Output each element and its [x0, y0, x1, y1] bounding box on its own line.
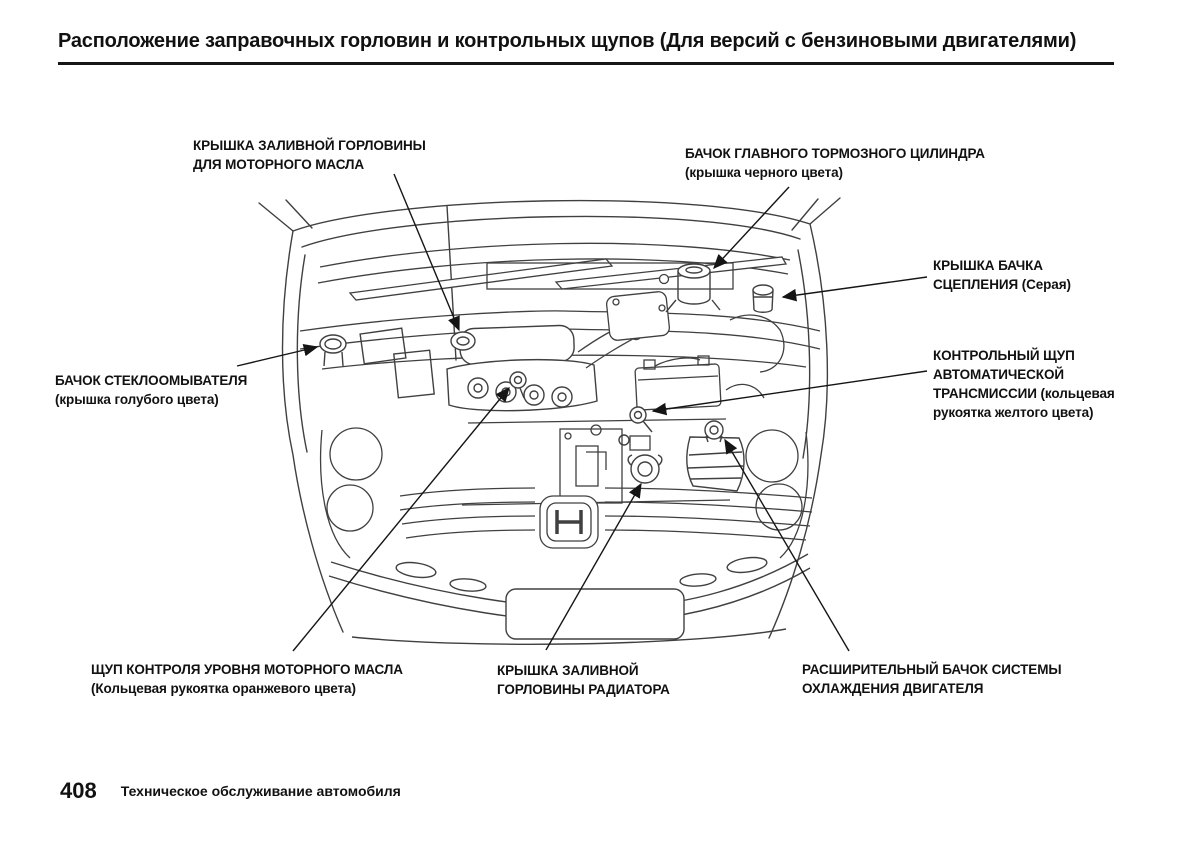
expansion-tank-part — [687, 421, 744, 491]
callout-line: (Кольцевая рукоятка оранжевого цвета) — [91, 681, 356, 696]
callout-line: КОНТРОЛЬНЫЙ ЩУП — [933, 348, 1075, 363]
callout-line: (крышка черного цвета) — [685, 165, 843, 180]
callout-line: БАЧОК ГЛАВНОГО ТОРМОЗНОГО ЦИЛИНДРА — [685, 146, 985, 161]
callout-line: СЦЕПЛЕНИЯ (Серая) — [933, 277, 1071, 292]
callout-clutch-cap — [933, 256, 1071, 294]
atf-dipstick-part — [619, 407, 652, 445]
washer-cap-part — [320, 335, 346, 366]
left-bracket — [360, 328, 434, 398]
leader-washer-reservoir — [237, 347, 317, 366]
callout-line: ТРАНСМИССИИ (кольцевая — [933, 386, 1115, 401]
callout-radiator-cap — [497, 661, 670, 699]
front-bumper — [329, 554, 810, 644]
page-number: 408 — [60, 778, 97, 803]
callout-line: ГОРЛОВИНЫ РАДИАТОРА — [497, 682, 670, 697]
clutch-cap-part — [753, 285, 773, 312]
honda-badge — [540, 496, 598, 548]
callout-line: ОХЛАЖДЕНИЯ ДВИГАТЕЛЯ — [802, 681, 984, 696]
callout-line: рукоятка желтого цвета) — [933, 405, 1094, 420]
page-title: Расположение заправочных горловин и контрольных щупов (Для версий с бензиновыми двигателями) — [58, 30, 1077, 52]
callout-expansion-tank — [802, 660, 1061, 698]
footer-section-title: Техническое обслуживание автомобиля — [120, 783, 401, 799]
callout-oil-dipstick — [91, 660, 403, 698]
battery — [635, 356, 721, 410]
page-footer — [60, 778, 401, 808]
callout-washer-reservoir — [55, 371, 247, 409]
callout-line: АВТОМАТИЧЕСКОЙ — [933, 367, 1064, 382]
leader-expansion-tank — [725, 440, 849, 651]
callout-brake-reservoir — [685, 144, 985, 182]
callout-line: (крышка голубого цвета) — [55, 392, 219, 407]
callout-oil-filler-cap — [193, 136, 426, 174]
callout-atf-dipstick — [933, 346, 1115, 422]
callout-line: ЩУП КОНТРОЛЯ УРОВНЯ МОТОРНОГО МАСЛА — [91, 662, 403, 677]
cowl-and-wipers — [318, 243, 790, 300]
callout-line: ДЛЯ МОТОРНОГО МАСЛА — [193, 157, 365, 172]
front-grille — [400, 488, 812, 548]
callout-line: КРЫШКА БАЧКА — [933, 258, 1043, 273]
intake-and-battery — [578, 291, 784, 410]
callout-line: КРЫШКА ЗАЛИВНОЙ — [497, 663, 639, 678]
radiator-cap-part — [628, 455, 662, 483]
oil-filler-cap-part — [451, 332, 475, 350]
callout-line: КРЫШКА ЗАЛИВНОЙ ГОРЛОВИНЫ — [193, 138, 426, 153]
callout-line: РАСШИРИТЕЛЬНЫЙ БАЧОК СИСТЕМЫ — [802, 662, 1062, 677]
callout-line: БАЧОК СТЕКЛООМЫВАТЕЛЯ — [55, 373, 248, 388]
leader-brake-reservoir — [714, 187, 789, 268]
